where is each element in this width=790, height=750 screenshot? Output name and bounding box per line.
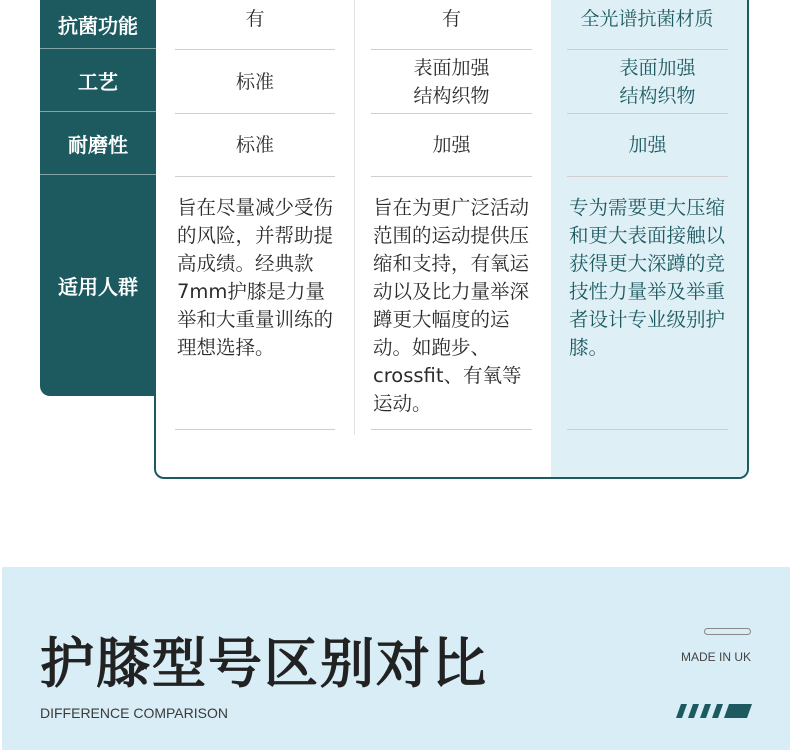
cell-craft-standard: 标准 <box>235 70 274 93</box>
cell-durability-standard: 标准 <box>235 134 274 156</box>
cell-antibacterial-pro: 全光谱抗菌材质 <box>580 8 714 30</box>
cell-durability-pro: 加强 <box>628 134 667 156</box>
cell-durability-enhanced: 加强 <box>432 134 471 156</box>
cell-craft-pro: 表面加强 结构织物 <box>619 56 696 107</box>
column-divider <box>354 0 355 435</box>
row-separator <box>567 176 728 177</box>
row-separator <box>371 176 532 177</box>
label-craft: 工艺 <box>40 49 156 112</box>
banner-subtitle: DIFFERENCE COMPARISON <box>40 705 228 721</box>
row-separator <box>175 176 335 177</box>
banner-title: 护膝型号区别对比 <box>40 632 488 695</box>
pill-decoration <box>704 628 751 635</box>
cell-suitable-standard: 旨在尽量减少受伤的风险，并帮助提高成绩。经典款7mm护膝是力量举和大重量训练的理想选择。 <box>177 196 334 359</box>
label-durability: 耐磨性 <box>40 112 156 175</box>
cell-antibacterial-standard: 有 <box>245 8 265 30</box>
cell-suitable-enhanced: 旨在为更广泛活动范围的运动提供压缩和支持，有氧运动以及比力量举深蹲更大幅度的运动。如跑步、crossfit、有氧等运动。 <box>373 196 530 415</box>
row-separator <box>175 429 335 430</box>
section-banner <box>2 567 790 750</box>
stripes-icon <box>676 704 752 718</box>
label-suitable: 适用人群 <box>58 275 138 299</box>
row-label-column <box>40 0 156 396</box>
row-separator <box>371 429 532 430</box>
cell-craft-enhanced: 表面加强 结构织物 <box>413 56 490 107</box>
row-separator <box>567 429 728 430</box>
cell-suitable-pro: 专为需要更大压缩和更大表面接触以获得更大深蹲的竞技性力量举及举重者设计专业级别护膝。 <box>569 196 726 359</box>
made-in-label: MADE IN UK <box>681 650 752 664</box>
label-antibacterial: 抗菌功能 <box>40 0 156 49</box>
cell-antibacterial-enhanced: 有 <box>441 8 461 30</box>
